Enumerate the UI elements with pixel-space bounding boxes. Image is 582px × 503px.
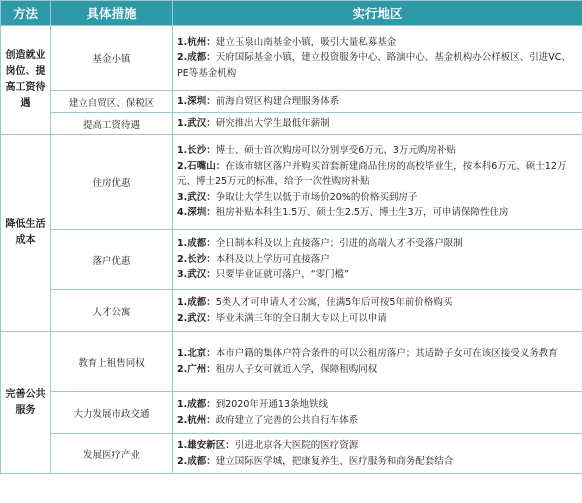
city-label: 1.雄安新区： — [177, 440, 235, 451]
table-row — [1, 230, 582, 290]
region-item — [177, 236, 578, 252]
table-row — [1, 434, 582, 474]
item-text: 争取让大学生以低于市场价20%的价格买到房子 — [215, 191, 418, 203]
region-item — [177, 190, 578, 206]
item-text: 引进北京各大医院的医疗资源 — [234, 440, 359, 451]
item-text: 5类人才可申请人才公寓，住满5年后可按5年前价格购买 — [215, 297, 453, 308]
item-text: 前海自贸区构建合理服务体系 — [215, 95, 340, 107]
item-text: 租房人子女可就近入学，保障租购同权 — [215, 363, 378, 375]
region-item — [177, 94, 578, 110]
item-text: 毕业未满三年的全日制大专以上可以申请 — [215, 312, 387, 324]
region-item — [177, 50, 578, 81]
region-item — [177, 159, 578, 190]
item-text: 只要毕业证就可落户，“零门槛” — [215, 269, 350, 281]
city-label: 2.长沙： — [177, 253, 216, 265]
measure-cell: 住房优惠 — [51, 135, 173, 230]
table-row — [1, 332, 582, 392]
table-header-row — [1, 1, 582, 26]
table-row — [1, 392, 582, 434]
city-label: 3.武汉： — [177, 269, 216, 281]
method-cell: 创造就业岗位、提高工资待遇 — [1, 26, 51, 135]
item-text: 政府建立了完善的公共自行车体系 — [215, 414, 359, 426]
city-label: 1.成都： — [177, 399, 216, 410]
region-item — [177, 454, 578, 470]
item-text: 博士、硕士首次购房可以分别享受6万元、3万元购房补贴 — [215, 145, 456, 157]
city-label: 2.武汉： — [177, 312, 216, 324]
item-text: 天府国际基金小镇，建立投资服务中心、路演中心、基金机构办公样板区、引进VC、PE等基金机构 — [177, 52, 571, 79]
region-item — [177, 35, 578, 51]
item-text: 全日制本科及以上直接落户；引进的高端人才不受落户限制 — [215, 238, 463, 250]
item-text: 建立国际医学城，把康复养生、医疗服务和商务配套结合 — [215, 455, 454, 467]
table-row — [1, 91, 582, 113]
city-label: 1.北京： — [177, 348, 216, 359]
method-cell: 降低生活成本 — [1, 135, 51, 332]
region-item — [177, 438, 578, 454]
region-item — [177, 346, 578, 362]
city-label: 1.杭州： — [177, 36, 216, 48]
city-label: 2.成都： — [177, 455, 216, 467]
city-label: 1.深圳： — [177, 95, 216, 107]
item-text: 研究推出大学生最低年薪制 — [215, 117, 330, 129]
item-text: 在该市辖区落户并购买首套新建商品住房的高校毕业生，按本科6万元、硕士12万元、博士25万元的标准，给予一次性购房补贴 — [177, 160, 567, 188]
region-cell — [173, 332, 582, 392]
city-label: 2.石嘴山： — [177, 160, 226, 172]
table-row — [1, 135, 582, 230]
item-text: 建立玉泉山南基金小镇，吸引大量私募基金 — [215, 36, 397, 48]
region-cell — [173, 113, 582, 135]
city-label: 3.武汉： — [177, 191, 216, 203]
region-item — [177, 205, 578, 221]
city-label: 1.成都： — [177, 297, 216, 308]
method-cell: 完善公共服务 — [1, 332, 51, 474]
header-measure: 具体措施 — [51, 1, 173, 26]
item-text: 本科及以上学历可直接落户 — [215, 253, 330, 265]
region-item — [177, 295, 578, 311]
region-cell — [173, 26, 582, 91]
region-item — [177, 252, 578, 268]
region-item — [177, 362, 578, 378]
item-text: 到2020年开通13条地铁线 — [215, 399, 328, 410]
table-row — [1, 113, 582, 135]
region-cell — [173, 392, 582, 434]
region-item — [177, 267, 578, 283]
item-text: 租房补贴本科生1.5万、硕士生2.5万、博士生3万，可申请保障性住房 — [215, 207, 509, 219]
region-item — [177, 116, 578, 132]
measure-cell: 基金小镇 — [51, 26, 173, 91]
header-method: 方法 — [1, 1, 51, 26]
region-cell — [173, 91, 582, 113]
measure-cell: 发展医疗产业 — [51, 434, 173, 474]
city-label: 1.武汉： — [177, 117, 216, 129]
measure-cell: 大力发展市政交通 — [51, 392, 173, 434]
table-row — [1, 26, 582, 91]
measure-cell: 建立自贸区、保税区 — [51, 91, 173, 113]
city-label: 1.成都： — [177, 238, 216, 250]
city-label: 2.广州： — [177, 363, 216, 375]
city-label: 2.成都： — [177, 52, 216, 64]
measure-cell: 教育上租售同权 — [51, 332, 173, 392]
region-cell — [173, 290, 582, 332]
region-item — [177, 311, 578, 327]
table-row — [1, 290, 582, 332]
city-label: 1.长沙： — [177, 145, 216, 157]
region-item — [177, 413, 578, 429]
header-region: 实行地区 — [173, 1, 582, 26]
region-cell — [173, 230, 582, 290]
region-item — [177, 143, 578, 159]
measure-cell: 提高工资待遇 — [51, 113, 173, 135]
item-text: 本市户籍的集体户符合条件的可以公租房落户；其适龄子女可在该区接受义务教育 — [215, 348, 558, 359]
region-item — [177, 397, 578, 413]
region-cell — [173, 135, 582, 230]
city-label: 2.杭州： — [177, 414, 216, 426]
region-cell — [173, 434, 582, 474]
measure-cell: 人才公寓 — [51, 290, 173, 332]
measure-cell: 落户优惠 — [51, 230, 173, 290]
city-label: 4.深圳： — [177, 207, 216, 219]
